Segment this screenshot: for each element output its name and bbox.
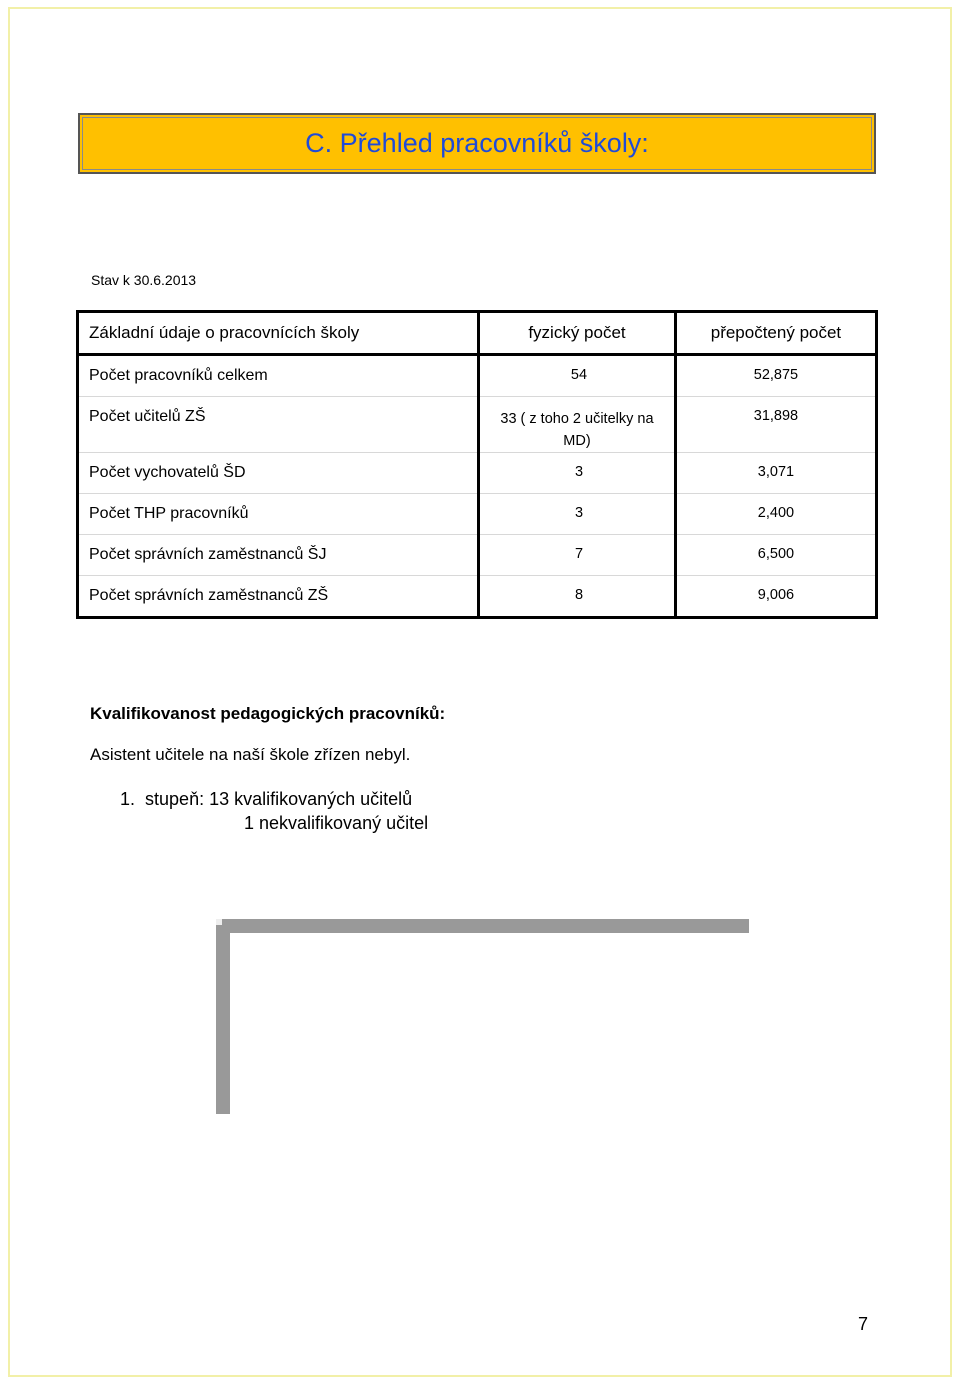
assistant-note: Asistent učitele na naší škole zřízen nebyl. xyxy=(90,745,411,764)
section-title: C. Přehled pracovníků školy: xyxy=(305,128,649,158)
row-physical: 8 xyxy=(574,587,584,603)
degree-line-2: 1 nekvalifikovaný učitel xyxy=(244,813,429,833)
row-converted: 3,071 xyxy=(757,464,795,480)
row-label: Počet THP pracovníků xyxy=(89,505,249,522)
header-converted: přepočtený počet xyxy=(675,312,876,355)
row-label: Počet správních zaměstnanců ZŠ xyxy=(89,587,329,604)
row-label: Počet správních zaměstnanců ŠJ xyxy=(89,546,327,563)
page-border xyxy=(8,7,952,1377)
header-category: Základní údaje o pracovnících školy xyxy=(78,312,479,355)
section-banner xyxy=(78,113,876,174)
table-row xyxy=(78,355,877,397)
row-physical: 54 xyxy=(570,367,588,383)
table-row xyxy=(78,453,877,494)
table-row xyxy=(78,397,877,453)
degree-line-1 xyxy=(120,789,412,810)
row-converted: 2,400 xyxy=(757,505,795,521)
row-label: Počet pracovníků celkem xyxy=(89,367,268,384)
frame-left-edge xyxy=(216,919,230,1114)
row-converted: 9,006 xyxy=(757,587,795,603)
row-converted: 52,875 xyxy=(753,367,799,383)
degree-number: 1. xyxy=(120,789,136,809)
row-physical: 3 xyxy=(574,505,584,521)
table-header-row xyxy=(78,312,877,355)
table-row xyxy=(78,535,877,576)
qualification-heading: Kvalifikovanost pedagogických pracovníků: xyxy=(90,704,446,723)
date-line: Stav k 30.6.2013 xyxy=(91,272,197,288)
degree-text: stupeň: 13 kvalifikovaných učitelů xyxy=(145,789,413,809)
header-physical: fyzický počet xyxy=(479,312,676,355)
row-converted: 31,898 xyxy=(753,408,799,424)
page-number: 7 xyxy=(858,1314,869,1334)
frame-corner xyxy=(216,919,222,925)
staff-table xyxy=(76,310,878,619)
table-row xyxy=(78,494,877,535)
table-row xyxy=(78,576,877,618)
row-converted: 6,500 xyxy=(757,546,795,562)
row-physical: 7 xyxy=(574,546,584,562)
row-label: Počet vychovatelů ŠD xyxy=(89,464,246,481)
frame-top-edge xyxy=(216,919,749,933)
row-physical: 3 xyxy=(574,464,584,480)
row-physical: 33 ( z toho 2 učitelky na MD) xyxy=(500,411,654,449)
row-label: Počet učitelů ZŠ xyxy=(89,408,206,425)
